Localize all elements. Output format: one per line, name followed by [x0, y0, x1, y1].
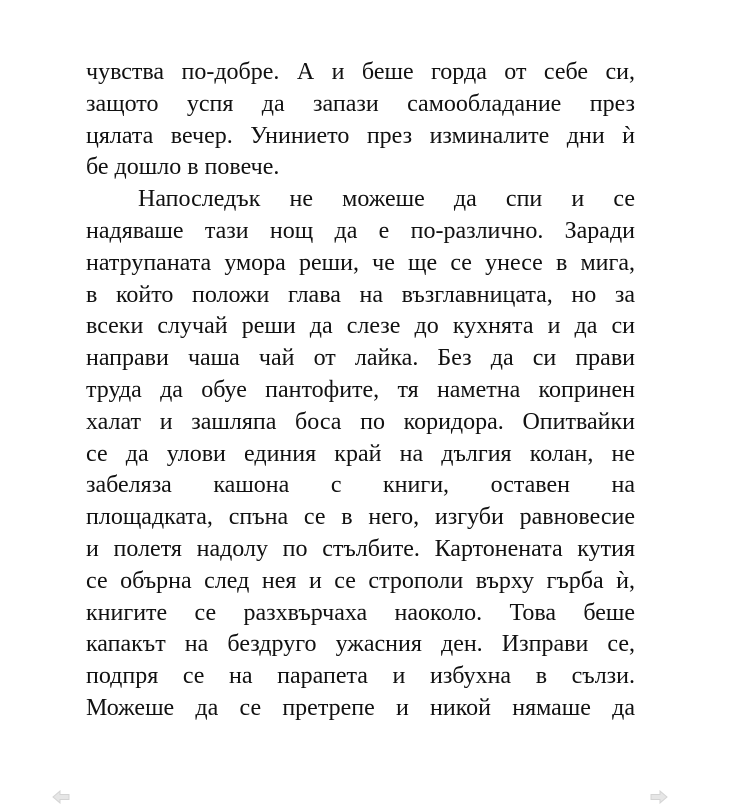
- text-line: халат и зашляпа боса по коридора. Опитвайки: [86, 408, 635, 435]
- previous-page-button[interactable]: [52, 790, 70, 804]
- text-line: се да улови единия край на дългия колан, не: [86, 440, 635, 467]
- text-line: капакът на бездруго ужасния ден. Изправи се,: [86, 631, 635, 658]
- text-line: чувства по-добре. А и беше горда от себе си,: [86, 59, 635, 85]
- text-line: Можеше да се претрепе и никой нямаше да: [86, 694, 635, 721]
- text-line: труда да обуе пантофите, тя наметна копринен: [86, 376, 635, 403]
- text-line: Напоследък не можеше да спи и се: [138, 186, 635, 213]
- paragraph-2: [86, 184, 635, 725]
- paragraph-1: [86, 57, 635, 184]
- text-line: направи чаша чай от лайка. Без да си прави: [86, 345, 635, 372]
- text-line: надяваше тази нощ да е по-различно. Заради: [86, 217, 635, 244]
- text-line: книгите се разхвърчаха наоколо. Това беше: [86, 599, 635, 626]
- text-line: всеки случай реши да слезе до кухнята и да си: [86, 313, 635, 340]
- text-line: цялата вечер. Унинието през изминалите дни ѝ: [86, 122, 635, 149]
- text-line: защото успя да запази самообладание през: [86, 90, 635, 117]
- text-line: в който положи глава на възглавницата, но за: [86, 281, 635, 308]
- right-arrow-icon: [650, 790, 668, 804]
- text-line: площадката, спъна се в него, изгуби равновесие: [86, 504, 635, 531]
- left-arrow-icon: [52, 790, 70, 804]
- next-page-button[interactable]: [650, 790, 668, 804]
- text-line: и полетя надолу по стълбите. Картонената кутия: [86, 535, 635, 562]
- text-line: бе дошло в повече.: [86, 154, 280, 181]
- text-line: подпря се на парапета и избухна в сълзи.: [86, 663, 635, 690]
- document-text: [86, 57, 635, 725]
- text-line: се обърна след нея и се строполи върху гърба ѝ,: [86, 567, 635, 594]
- text-line: забеляза кашона с книги, оставен на: [86, 472, 635, 499]
- text-line: натрупаната умора реши, че ще се унесе в мига,: [86, 249, 635, 276]
